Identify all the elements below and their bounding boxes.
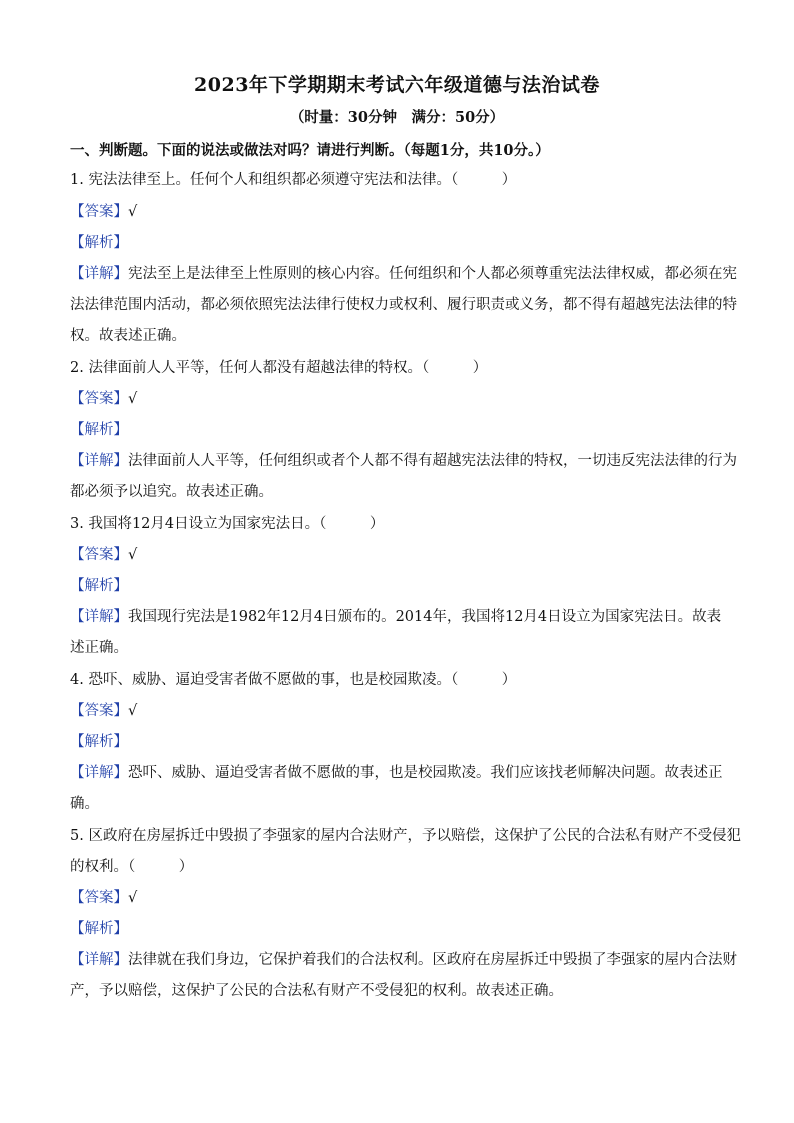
analysis-label: 【解析】 (70, 921, 128, 937)
detail-line: 产，予以赔偿，这保护了公民的合法私有财产不受侵犯的权利。故表述正确。 (70, 983, 563, 999)
answer-label: 【答案】 (70, 890, 128, 906)
detail-line: 述正确。 (70, 640, 128, 656)
detail-line (70, 264, 737, 284)
detail-line (70, 950, 737, 970)
detail-label: 【详解】 (70, 266, 128, 282)
detail-text: 宪法至上是法律至上性原则的核心内容。任何组织和个人都必须尊重宪法法律权威，都必须在宪 (128, 266, 737, 282)
analysis-label: 【解析】 (70, 734, 128, 750)
answer-value: √ (128, 547, 138, 563)
question-stem: 2. 法律面前人人平等，任何人都没有超越法律的特权。（ ） (70, 360, 488, 376)
answer-label: 【答案】 (70, 391, 128, 407)
detail-text: 我国现行宪法是1982年12月4日颁布的。2014年，我国将12月4日设立为国家宪法日。故表 (128, 609, 722, 625)
detail-text: 恐吓、威胁、逼迫受害者做不愿做的事，也是校园欺凌。我们应该找老师解决问题。故表述正 (128, 765, 723, 781)
detail-line: 权。故表述正确。 (70, 328, 186, 344)
answer-value: √ (128, 703, 138, 719)
detail-label: 【详解】 (70, 765, 128, 781)
page-title: 2023年下学期期末考试六年级道德与法治试卷 (194, 74, 600, 96)
exam-info: （时量：30分钟 满分：50分） (289, 109, 505, 126)
answer-row (70, 545, 730, 565)
answer-row (70, 701, 730, 721)
detail-line: 法法律范围内活动，都必须依照宪法法律行使权力或权利、履行职责或义务，都不得有超越宪法法律的特 (70, 297, 737, 313)
question-stem: 的权利。（ ） (70, 859, 194, 875)
answer-row (70, 888, 730, 908)
section-heading: 一、判断题。下面的说法或做法对吗？请进行判断。（每题1分，共10分。） (70, 142, 550, 159)
detail-line: 确。 (70, 796, 99, 812)
detail-line (70, 607, 730, 627)
detail-label: 【详解】 (70, 952, 128, 968)
detail-text: 法律就在我们身边，它保护着我们的合法权利。区政府在房屋拆迁中毁损了李强家的屋内合法财 (128, 952, 737, 968)
answer-value: √ (128, 890, 138, 906)
analysis-label: 【解析】 (70, 235, 128, 251)
detail-line (70, 451, 737, 471)
detail-label: 【详解】 (70, 453, 128, 469)
detail-text: 法律面前人人平等，任何组织或者个人都不得有超越宪法法律的特权，一切违反宪法法律的行为 (128, 453, 737, 469)
answer-row (70, 202, 730, 222)
question-stem: 4. 恐吓、威胁、逼迫受害者做不愿做的事，也是校园欺凌。（ ） (70, 672, 517, 688)
answer-label: 【答案】 (70, 204, 128, 220)
answer-value: √ (128, 204, 138, 220)
answer-label: 【答案】 (70, 703, 128, 719)
answer-value: √ (128, 391, 138, 407)
detail-line: 都必须予以追究。故表述正确。 (70, 484, 273, 500)
analysis-label: 【解析】 (70, 578, 128, 594)
detail-label: 【详解】 (70, 609, 128, 625)
detail-line (70, 763, 730, 783)
answer-label: 【答案】 (70, 547, 128, 563)
answer-row (70, 389, 730, 409)
question-stem: 5. 区政府在房屋拆迁中毁损了李强家的屋内合法财产，予以赔偿，这保护了公民的合法私有财产不受侵犯 (70, 828, 741, 844)
question-stem: 1. 宪法法律至上。任何个人和组织都必须遵守宪法和法律。（ ） (70, 172, 517, 188)
analysis-label: 【解析】 (70, 422, 128, 438)
question-stem: 3. 我国将12月4日设立为国家宪法日。（ ） (70, 516, 385, 532)
